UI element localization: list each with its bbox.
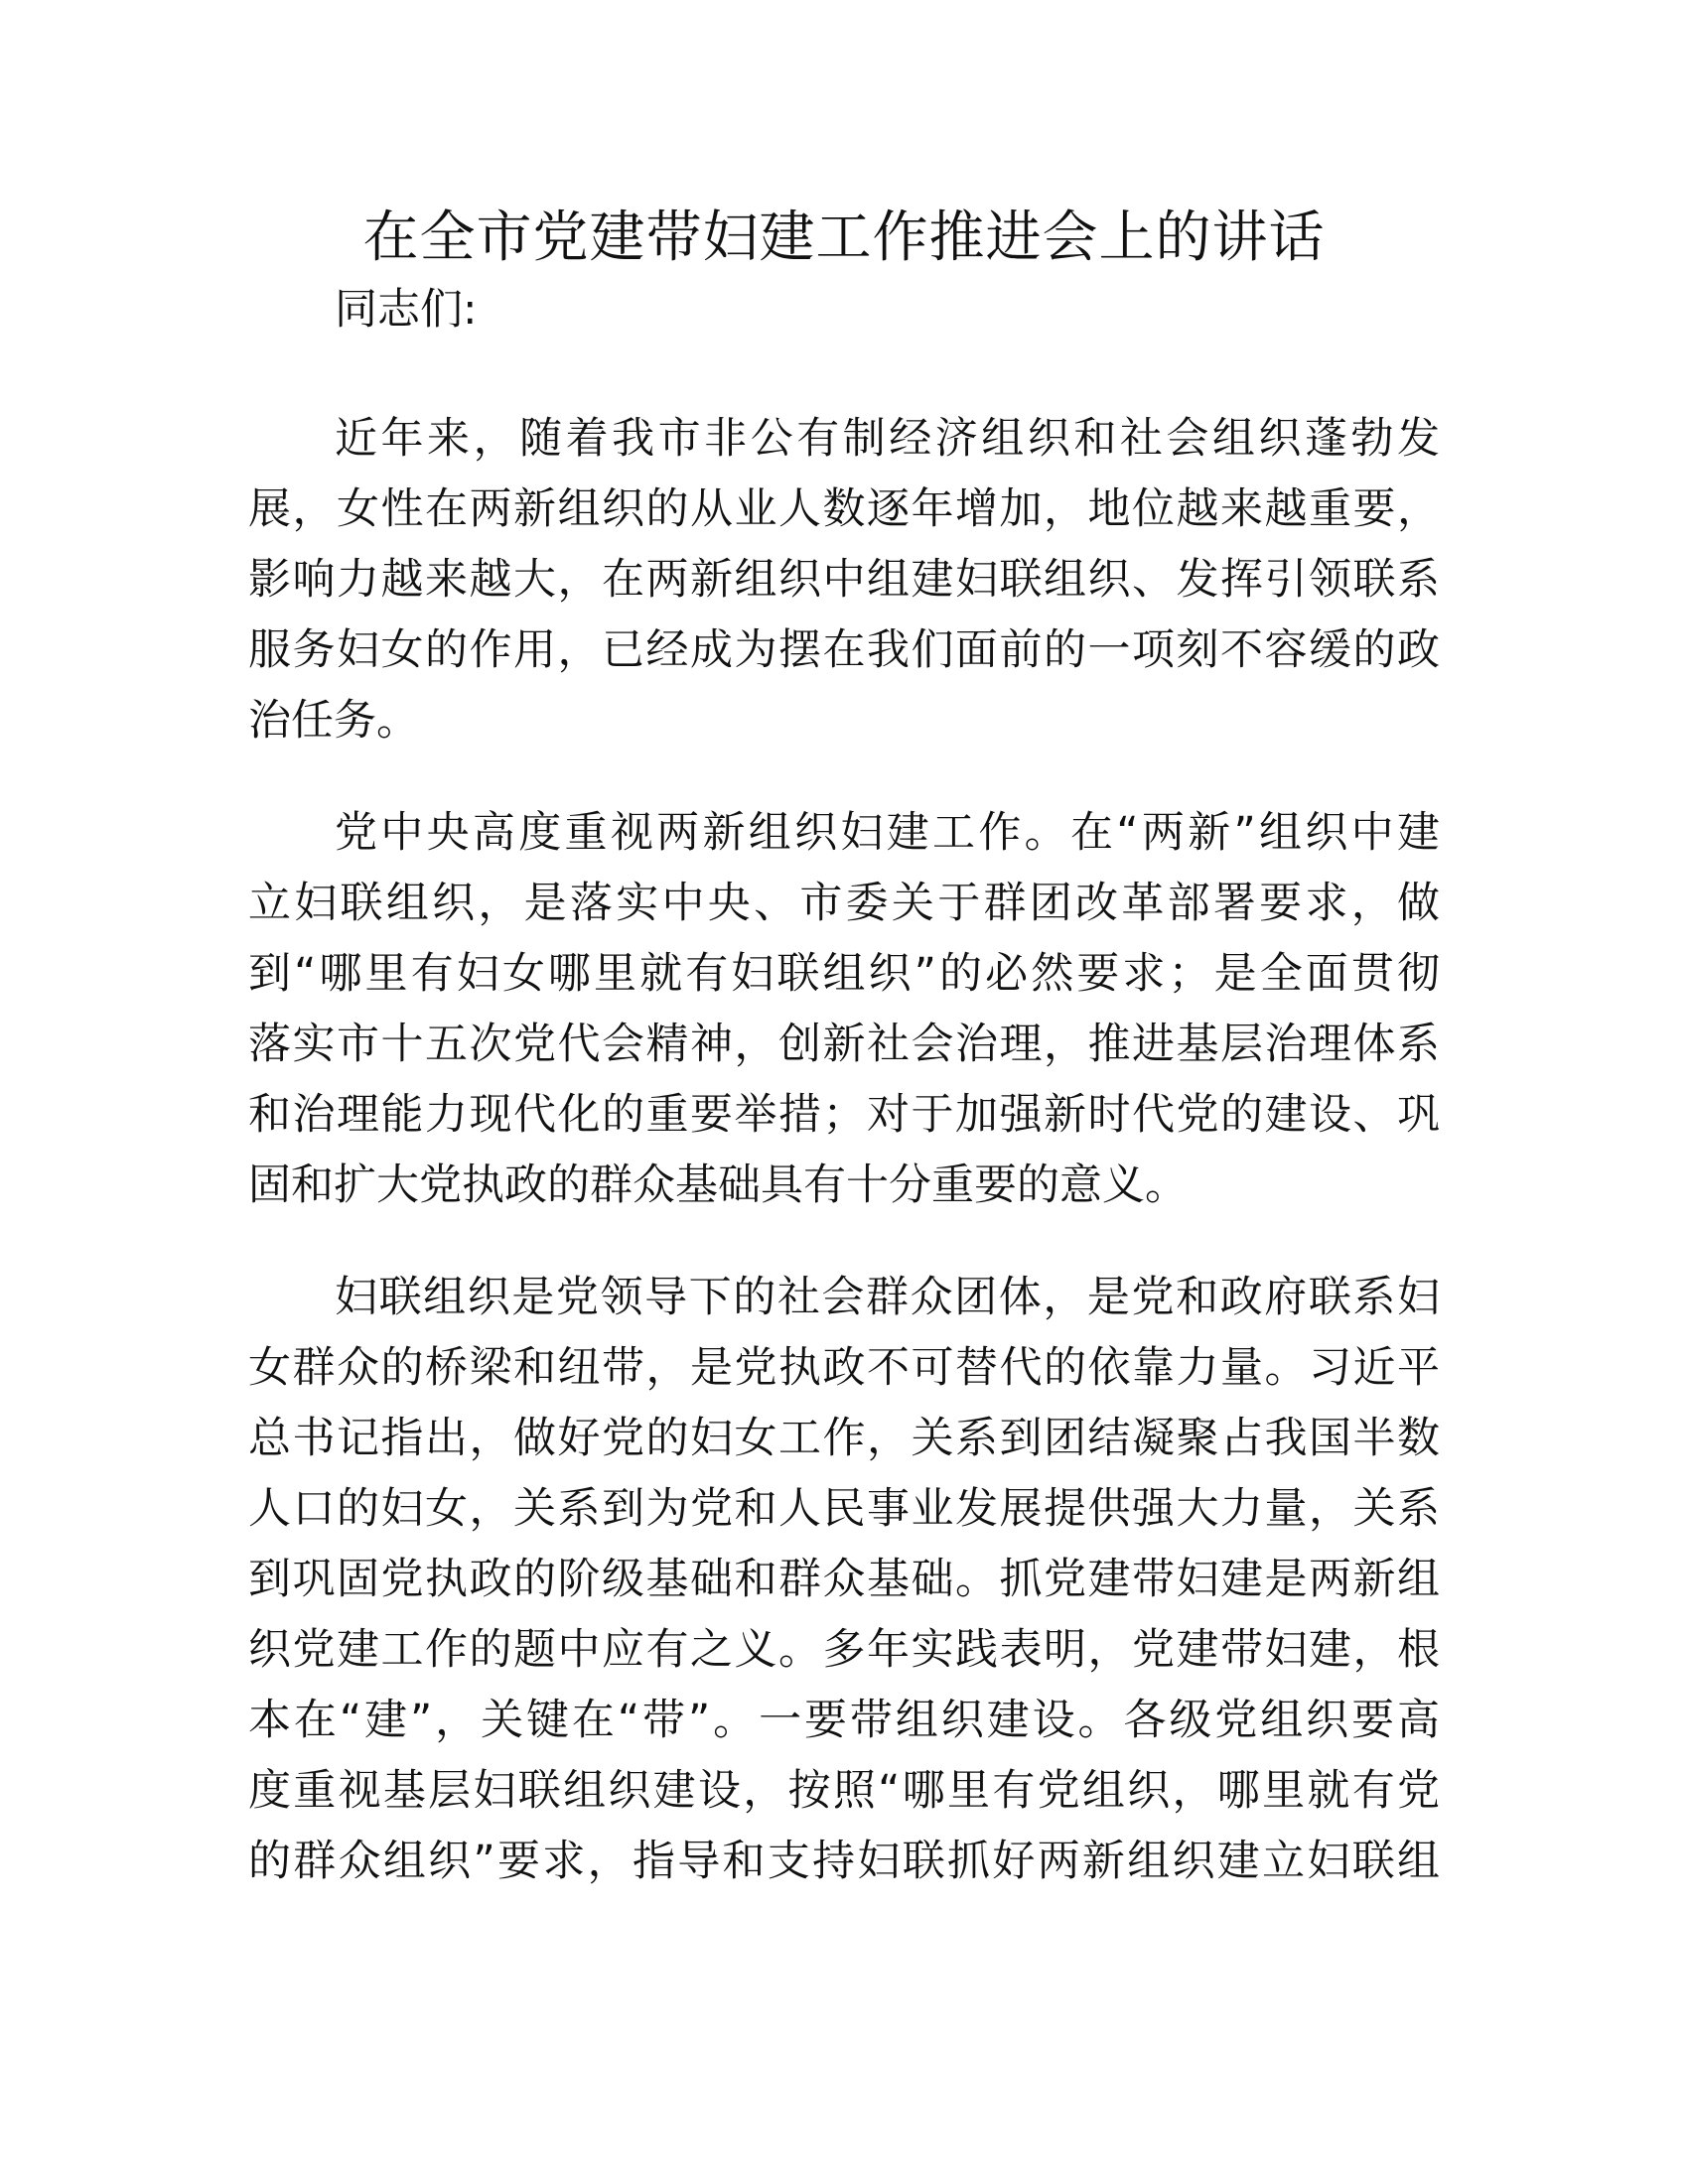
- paragraph-2-line-3: 到“哪里有妇女哪里就有妇联组织”的必然要求；是全面贯彻: [248, 949, 1440, 999]
- paragraph-2-line-4: 落实市十五次党代会精神，创新社会治理，推进基层治理体系: [248, 1020, 1440, 1069]
- salutation: 同志们:: [335, 285, 478, 335]
- paragraph-2-line-1: 党中央高度重视两新组织妇建工作。在“两新”组织中建: [335, 808, 1440, 858]
- paragraph-3-line-3: 总书记指出，做好党的妇女工作，关系到团结凝聚占我国半数: [248, 1414, 1440, 1463]
- paragraph-2-line-5: 和治理能力现代化的重要举措；对于加强新时代党的建设、巩: [248, 1090, 1440, 1140]
- paragraph-3-line-4: 人口的妇女，关系到为党和人民事业发展提供强大力量，关系: [248, 1484, 1440, 1534]
- paragraph-3-line-1: 妇联组织是党领导下的社会群众团体，是党和政府联系妇: [335, 1273, 1440, 1322]
- paragraph-1-line-5: 治任务。: [248, 696, 419, 746]
- document-title: 在全市党建带妇建工作推进会上的讲话: [362, 205, 1326, 270]
- paragraph-2-line-2: 立妇联组织，是落实中央、市委关于群团改革部署要求，做: [248, 879, 1440, 928]
- paragraph-2-line-6: 固和扩大党执政的群众基础具有十分重要的意义。: [248, 1160, 1188, 1210]
- paragraph-1-line-1: 近年来，随着我市非公有制经济组织和社会组织蓬勃发: [335, 414, 1440, 464]
- paragraph-3-line-7: 本在“建”，关键在“带”。一要带组织建设。各级党组织要高: [248, 1696, 1440, 1745]
- paragraph-1-line-3: 影响力越来越大，在两新组织中组建妇联组织、发挥引领联系: [248, 555, 1440, 605]
- paragraph-1-line-2: 展，女性在两新组织的从业人数逐年增加，地位越来越重要，: [248, 484, 1440, 534]
- paragraph-3-line-9: 的群众组织”要求，指导和支持妇联抓好两新组织建立妇联组: [248, 1837, 1440, 1886]
- paragraph-3-line-2: 女群众的桥梁和纽带，是党执政不可替代的依靠力量。习近平: [248, 1343, 1440, 1393]
- paragraph-3-line-8: 度重视基层妇联组织建设，按照“哪里有党组织，哪里就有党: [248, 1766, 1440, 1816]
- paragraph-3-line-6: 织党建工作的题中应有之义。多年实践表明，党建带妇建，根: [248, 1625, 1440, 1675]
- paragraph-1-line-4: 服务妇女的作用，已经成为摆在我们面前的一项刻不容缓的政: [248, 625, 1440, 675]
- paragraph-3-line-5: 到巩固党执政的阶级基础和群众基础。抓党建带妇建是两新组: [248, 1555, 1440, 1604]
